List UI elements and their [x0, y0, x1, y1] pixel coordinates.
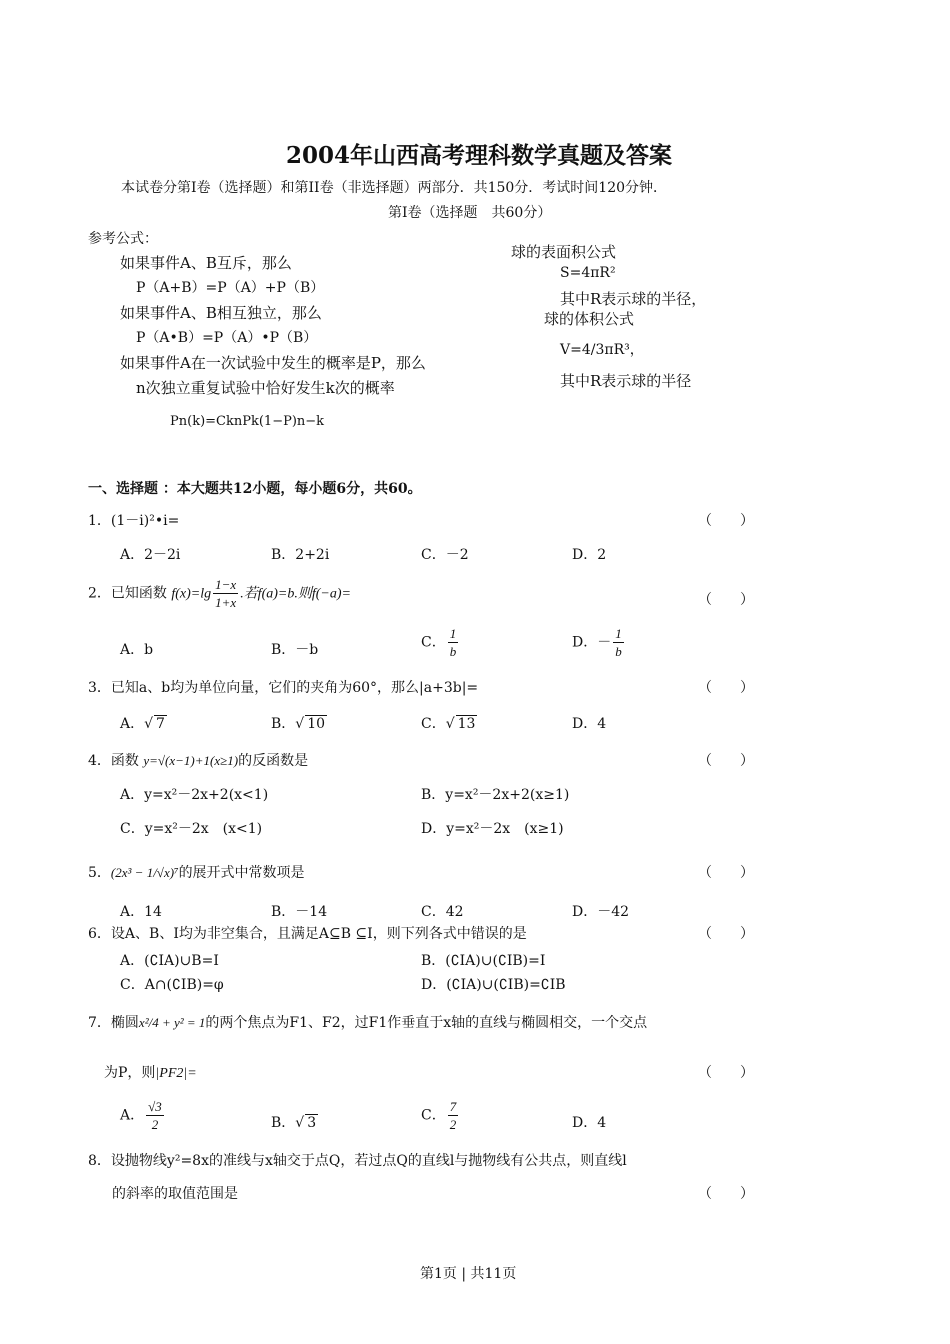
question-7: 7．椭圆x²/4 + y² = 1的两个焦点为F1、F2，过F1作垂直于x轴的直线与椭圆相交，一个交点 — [88, 1015, 648, 1031]
question-stem: 设A、B、I均为非空集合，且满足A⊆B ⊆I，则下列各式中错误的是 — [110, 926, 527, 942]
question-stem: 已知a、b均为单位向量，它们的夹角为60°，那么|a+3b|= — [110, 680, 479, 696]
sphere-area-formula: S=4πR² — [560, 265, 616, 281]
option-b: B．√ 10 — [271, 716, 326, 732]
question-8-line-2: 的斜率的取值范围是 — [112, 1186, 238, 1202]
binomial-formula: Pn(k)=CknPk(1−P)n−k — [170, 414, 325, 429]
formula-line: 如果事件A、B互斥，那么 — [120, 254, 292, 272]
option-a: A．b — [120, 642, 154, 658]
question-4: 4．函数 y=√(x−1)+1(x≥1)的反函数是 — [88, 753, 309, 769]
question-7-line-2: 为P，则|PF2|= — [104, 1065, 197, 1081]
formula-line: P（A•B）=P（A）•P（B） — [136, 330, 318, 346]
formula-line: n次独立重复试验中恰好发生k次的概率 — [136, 379, 395, 397]
function-expression: f(x)=lg — [171, 586, 212, 602]
function-expression: y=√(x−1)+1(x≥1) — [143, 753, 239, 768]
exam-intro: 本试卷分第I卷（选择题）和第II卷（非选择题）两部分．共150分．考试时间120分钟． — [121, 180, 668, 196]
question-8 — [88, 1150, 627, 1170]
question-stem: 已知函数 — [110, 585, 167, 602]
answer-bracket: （ ） — [698, 926, 754, 942]
vector-magnitude: |PF2|= — [155, 1066, 197, 1081]
answer-bracket: （ ） — [698, 865, 754, 881]
answer-bracket: （ ） — [698, 1186, 754, 1202]
option-b: B．(∁IA)∪(∁IB)=I — [421, 953, 546, 969]
question-3 — [88, 677, 478, 697]
question-number: 6． — [88, 926, 111, 942]
option-b: B．2+2i — [271, 547, 330, 563]
formula-line: 球的表面积公式 — [511, 243, 617, 261]
formula-line: 如果事件A在一次试验中发生的概率是P，那么 — [120, 354, 426, 372]
answer-bracket: （ ） — [698, 680, 754, 696]
option-a: A． $\frac{√3}{2}$ — [120, 1099, 162, 1132]
section-heading: 一、选择题 ：本大题共12小题，每小题6分，共60。 — [88, 481, 422, 497]
page-footer: 第1页 | 共11页 — [420, 1266, 517, 1282]
option-b: B．y=x²－2x+2(x≥1) — [421, 787, 570, 803]
formula-line: 如果事件A、B相互独立，那么 — [120, 304, 322, 322]
question-2 — [88, 578, 351, 609]
sphere-volume-formula: V=4/3πR³， — [560, 342, 644, 358]
option-c: C．42 — [421, 904, 464, 920]
option-c: C． $\frac{7}{2}$ — [421, 1099, 457, 1132]
question-6 — [88, 923, 527, 943]
option-c: C． $\frac{1}{b}$ — [421, 626, 457, 659]
question-1 — [88, 510, 179, 530]
formula-line: 球的体积公式 — [544, 310, 635, 328]
question-5: 5．(2x³ − 1/√x)⁷的展开式中常数项是 — [88, 865, 305, 881]
option-d: D．－42 — [572, 904, 630, 920]
option-a: A．(∁IA)∪B=I — [120, 953, 219, 969]
option-a: A．14 — [120, 904, 162, 920]
option-d: D．4 — [572, 1115, 607, 1131]
option-d: D．2 — [572, 547, 607, 563]
question-number: 7． — [88, 1015, 111, 1031]
ellipse-equation: x²/4 + y² = 1 — [138, 1015, 206, 1030]
option-a: A．√ 7 — [120, 716, 165, 732]
option-c: C．－2 — [421, 547, 469, 563]
answer-bracket: （ ） — [698, 513, 754, 529]
option-b: B．－14 — [271, 904, 328, 920]
question-number: 8． — [88, 1153, 111, 1169]
option-d: D．4 — [572, 716, 607, 732]
option-d: D．－ $\frac{1}{b}$ — [572, 626, 622, 659]
binomial-expression: (2x³ − 1/√x)⁷ — [110, 865, 179, 880]
formula-line: 其中R表示球的半径， — [560, 290, 707, 308]
part-heading: 第I卷（选择题 共60分） — [388, 205, 552, 221]
question-number: 1． — [88, 513, 111, 529]
question-stem: 设抛物线y²=8x的准线与x轴交于点Q，若过点Q的直线l与抛物线有公共点，则直线l — [110, 1153, 627, 1169]
question-number: 5． — [88, 865, 111, 881]
option-b: B．－b — [271, 642, 319, 658]
formula-line: 其中R表示球的半径 — [560, 372, 692, 390]
question-number: 4． — [88, 753, 111, 769]
option-c: C．A∩(∁IB)=φ — [120, 977, 224, 993]
option-d: D．(∁IA)∪(∁IB)=∁IB — [421, 977, 566, 993]
question-number: 2． — [88, 585, 111, 602]
question-number: 3． — [88, 680, 111, 696]
formulas-heading: 参考公式： — [88, 231, 158, 247]
question-stem: 椭圆 — [110, 1015, 139, 1031]
answer-bracket: （ ） — [698, 753, 754, 769]
answer-bracket: （ ） — [698, 1065, 754, 1081]
page-title: 2004年山西高考理科数学真题及答案 — [286, 142, 673, 169]
option-b: B．√ 3 — [271, 1115, 317, 1131]
option-c: C．√ 13 — [421, 716, 476, 732]
fraction: $\frac{1-x}{1+x}$ — [215, 577, 237, 610]
formula-line: P（A+B）=P（A）+P（B） — [136, 280, 325, 296]
option-c: C．y=x²－2x (x<1) — [120, 821, 263, 837]
question-condition: .若f(a)=b.则f(−a)= — [240, 586, 351, 602]
option-a: A．2－2i — [120, 547, 181, 563]
option-d: D．y=x²－2x (x≥1) — [421, 821, 564, 837]
question-stem: (1－i)²•i= — [110, 513, 180, 529]
option-a: A．y=x²－2x+2(x<1) — [120, 787, 269, 803]
question-stem: 函数 — [110, 753, 139, 769]
answer-bracket: （ ） — [698, 592, 754, 608]
